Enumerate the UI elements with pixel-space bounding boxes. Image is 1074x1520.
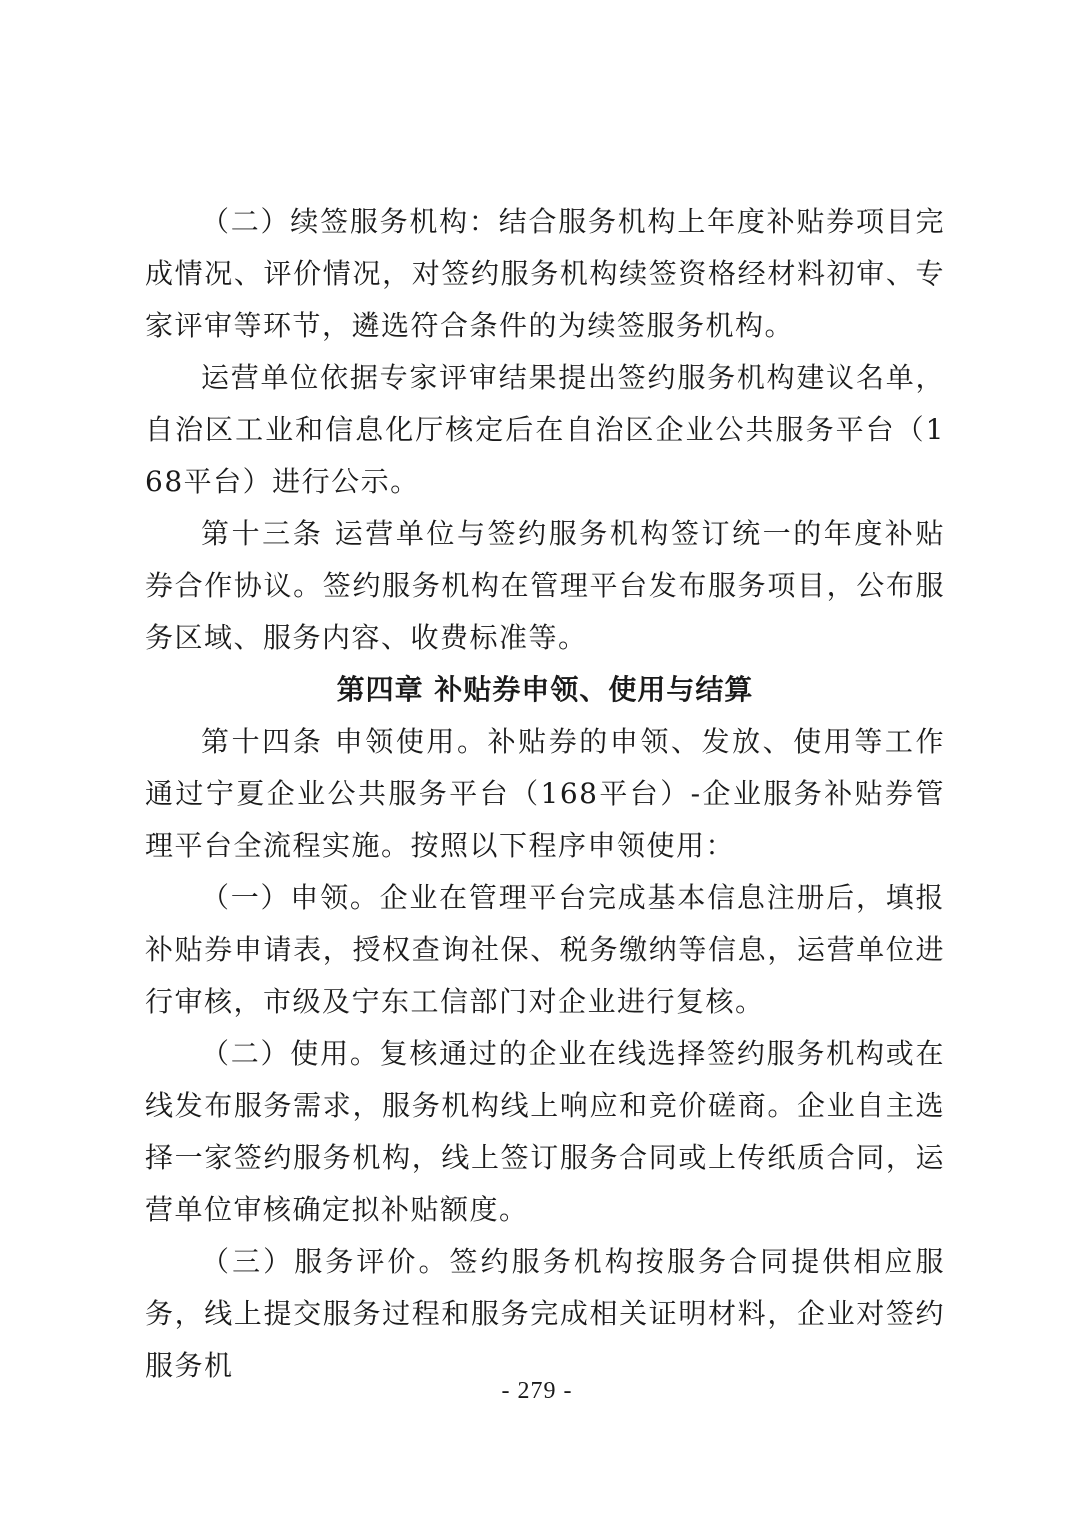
chapter-title: 第四章 补贴券申领、使用与结算	[336, 673, 754, 706]
page-number: - 279 -	[501, 1378, 573, 1404]
document-body	[145, 196, 945, 1392]
paragraph-usage: （二）使用。复核通过的企业在线选择签约服务机构或在线发布服务需求，服务机构线上响应和竞价磋商。企业自主选择一家签约服务机构，线上签订服务合同或上传纸质合同，运营单位审核确定拟补贴额度。	[145, 1037, 945, 1226]
paragraph-publicity: 运营单位依据专家评审结果提出签约服务机构建议名单，自治区工业和信息化厅核定后在自治区企业公共服务平台（168平台）进行公示。	[145, 361, 945, 498]
paragraph-article-14: 第十四条 申领使用。补贴券的申领、发放、使用等工作通过宁夏企业公共服务平台（168平台）-企业服务补贴券管理平台全流程实施。按照以下程序申领使用：	[145, 725, 945, 862]
paragraph-application: （一）申领。企业在管理平台完成基本信息注册后，填报补贴券申请表，授权查询社保、税务缴纳等信息，运营单位进行审核，市级及宁东工信部门对企业进行复核。	[145, 881, 945, 1018]
paragraph-renewal-institutions: （二）续签服务机构：结合服务机构上年度补贴券项目完成情况、评价情况，对签约服务机构续签资格经材料初审、专家评审等环节，遴选符合条件的为续签服务机构。	[145, 205, 945, 342]
paragraph-service-evaluation: （三）服务评价。签约服务机构按服务合同提供相应服务，线上提交服务过程和服务完成相关证明材料，企业对签约服务机	[145, 1245, 945, 1382]
paragraph-article-13: 第十三条 运营单位与签约服务机构签订统一的年度补贴券合作协议。签约服务机构在管理平台发布服务项目，公布服务区域、服务内容、收费标准等。	[145, 517, 945, 654]
